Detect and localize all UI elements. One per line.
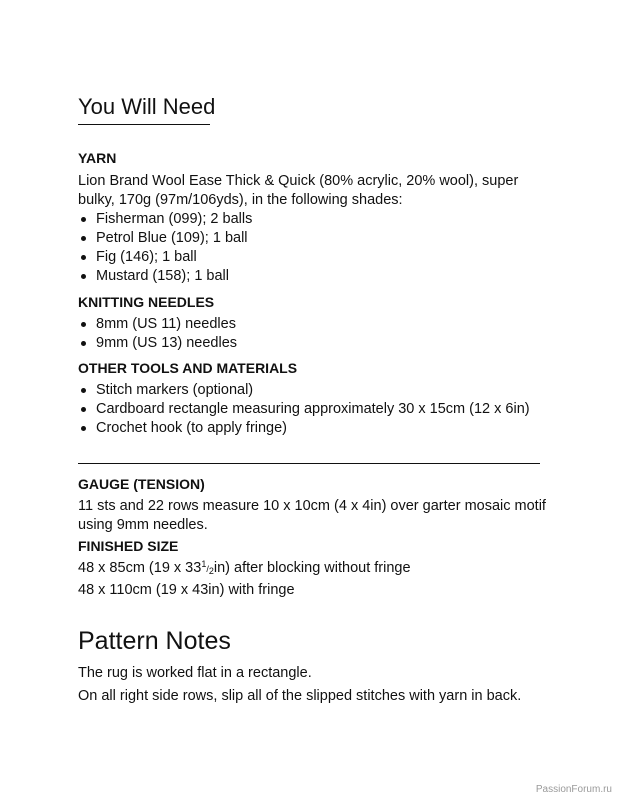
finished-size-line-1-end: in) after blocking without fringe	[213, 560, 411, 576]
yarn-list	[78, 210, 548, 286]
list-item: Cardboard rectangle measuring approximately 30 x 15cm (12 x 6in)	[78, 400, 536, 419]
tools-list	[78, 381, 548, 438]
you-will-need-heading: You Will Need	[78, 94, 216, 119]
list-item: Fisherman (099); 2 balls	[78, 210, 548, 229]
list-item: Stitch markers (optional)	[78, 381, 548, 400]
pattern-notes-heading: Pattern Notes	[78, 627, 231, 655]
yarn-description: Lion Brand Wool Ease Thick & Quick (80% acrylic, 20% wool), super bulky, 170g (97m/106yds), in the following shades:	[78, 173, 519, 208]
needles-list	[78, 315, 548, 353]
list-item: Fig (146); 1 ball	[78, 248, 548, 267]
tools-heading: OTHER TOOLS AND MATERIALS	[78, 360, 298, 376]
pattern-note-line: On all right side rows, slip all of the slipped stitches with yarn in back.	[78, 688, 522, 704]
fraction-half: 1/2	[201, 559, 214, 576]
yarn-heading: YARN	[78, 150, 117, 166]
section-divider	[78, 463, 540, 464]
gauge-heading: GAUGE (TENSION)	[78, 476, 205, 492]
list-item: 9mm (US 13) needles	[78, 334, 548, 353]
list-item: Crochet hook (to apply fringe)	[78, 419, 548, 438]
pattern-note-line: The rug is worked flat in a rectangle.	[78, 665, 312, 681]
finished-size-line-1-start: 48 x 85cm (19 x 33	[78, 560, 202, 576]
list-item: 8mm (US 11) needles	[78, 315, 548, 334]
list-item: Mustard (158); 1 ball	[78, 267, 548, 286]
list-item: Petrol Blue (109); 1 ball	[78, 229, 548, 248]
heading-underline	[78, 124, 210, 125]
finished-size-heading: FINISHED SIZE	[78, 538, 179, 554]
needles-heading: KNITTING NEEDLES	[78, 294, 215, 310]
gauge-text: 11 sts and 22 rows measure 10 x 10cm (4 x 4in) over garter mosaic motif using 9mm needles.	[78, 498, 546, 533]
watermark: PassionForum.ru	[535, 784, 612, 795]
finished-size-line-2: 48 x 110cm (19 x 43in) with fringe	[78, 582, 295, 598]
finished-size-line-1	[78, 559, 411, 579]
